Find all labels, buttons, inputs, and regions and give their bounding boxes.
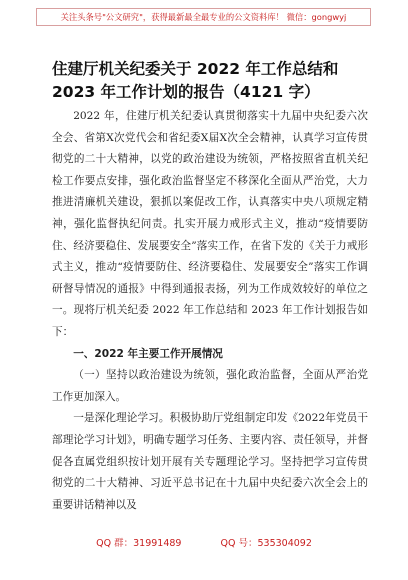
body-paragraph: 一是深化理论学习。积极协助厅党组制定印发《2022年党员干部理论学习计划》，明确专题学习任务、主要内容、责任领导，并督促各直属党组织按计划开展有关专题理论学习。坚持把学习宣传贯彻党的二十大精神、习近平总书记在十九届中央纪委六次全会上的重要讲话精神以及 <box>52 412 368 511</box>
title-line-1: 住建厅机关纪委关于 2022 年工作总结和 <box>52 60 339 78</box>
footer-qq-group: QQ 群：31991489 <box>96 538 182 549</box>
intro-paragraph: 2022 年，住建厅机关纪委认真贯彻落实十九届中央纪委六次全会、省第X次党代会和省纪委X届X次全会精神，认真学习宣传贯彻党的二十大精神，以党的政治建设为统领，严格按照省直机关纪检工作要点安排，强化政治监督坚定不移深化全面从严治党，大力推进清廉机关建设，狠抓以案促改工作，认真落实中央八项规定精神，强化监督执纪问责。扎实开展力戒形式主义，推动“疫情要防住、经济要稳住、发展要安全”落实工作，在省下发的《关于力戒形式主义，推动“疫情要防住、经济要稳住、发展要安全”落实工作调研督导情况的通报》中得到通报表扬，列为工作成效较好的单位之一。现将厅机关纪委 2022 年工作总结和 2023 年工作计划报告如下： <box>52 110 368 338</box>
header-banner: 关注头条号"公文研究"，获得最新最全最专业的公文资料库！ 微信：gongwyj <box>36 8 371 26</box>
footer-qq-number: QQ 号：535304092 <box>220 538 312 549</box>
subsection-heading: （一）坚持以政治建设为统领，强化政治监督，全面从严治党工作更加深入。 <box>52 369 368 403</box>
document-body <box>52 106 368 516</box>
document-title <box>52 58 372 104</box>
footer-contact <box>0 535 408 549</box>
title-line-2: 2023 年工作计划的报告（4121 字） <box>52 83 320 101</box>
section-heading: 一、2022 年主要工作开展情况 <box>73 347 223 360</box>
